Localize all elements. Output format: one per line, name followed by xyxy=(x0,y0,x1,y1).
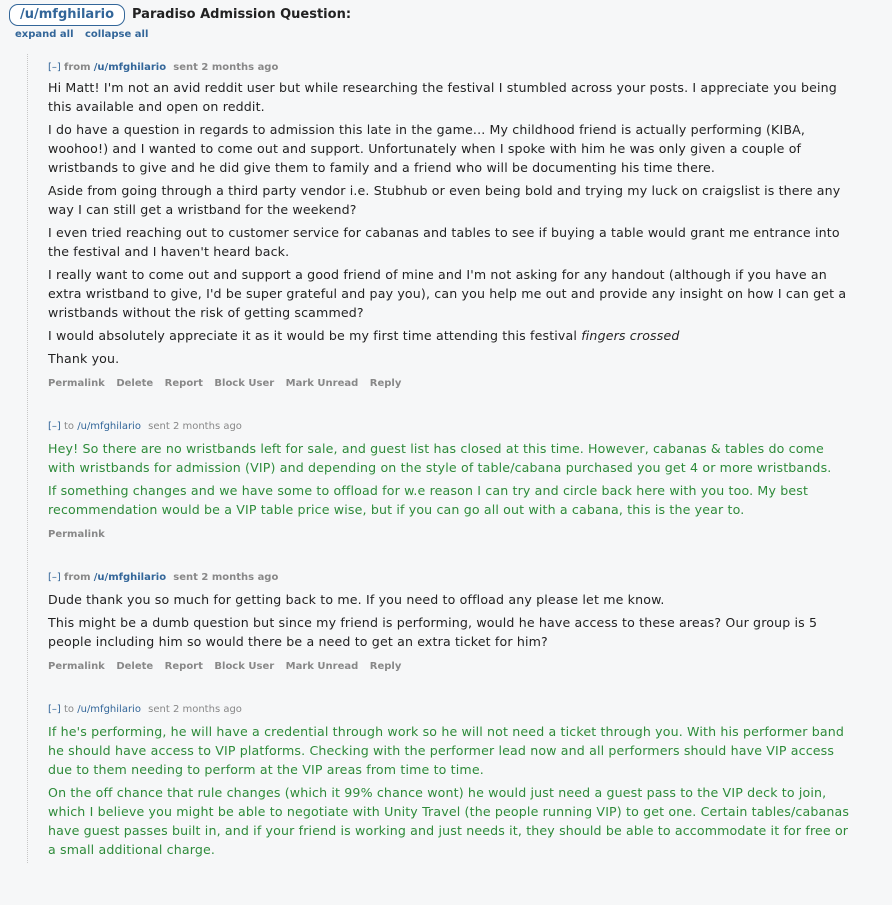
message-paragraph: If he's performing, he will have a credential through work so he will not need a ticket through you. With his performer band he should have access to VIP platforms. Checking with the performer lead now and all performers should have VIP access due to them needing to perform at the VIP areas from time to time. xyxy=(48,724,845,777)
message-body xyxy=(48,590,851,651)
message-paragraph: Dude thank you so much for getting back to me. If you need to offload any please let me know. xyxy=(48,592,665,607)
message-paragraph: I do have a question in regards to admission this late in the game... My childhood friend is actually performing (KIBA, woohoo!) and I wanted to come out and support. Unfortunately when I spoke with him he was only given a couple of wristbands to give and he did give them to family and a friend who will be documenting his time there. xyxy=(48,122,806,175)
collapse-toggle[interactable]: [–] xyxy=(48,421,61,432)
message-thread xyxy=(27,54,891,863)
action-buttons xyxy=(48,661,851,672)
action-buttons xyxy=(48,378,851,389)
permalink-button[interactable]: Permalink xyxy=(48,378,105,389)
timestamp: sent 2 months ago xyxy=(148,704,242,715)
message-meta xyxy=(48,704,851,715)
author-link[interactable]: /u/mfghilario xyxy=(93,62,167,73)
message-paragraph: This might be a dumb question but since my friend is performing, would he have access to these areas? Our group is 5 people including him so would there be a need to get an extra ticket for him? xyxy=(48,615,818,649)
collapse-all-link[interactable]: collapse all xyxy=(85,29,149,40)
message-body xyxy=(48,78,851,368)
action-buttons xyxy=(48,529,851,540)
timestamp: sent 2 months ago xyxy=(173,62,279,73)
message-paragraph: I really want to come out and support a good friend of mine and I'm not asking for any handout (although if you have an extra wristband to give, I'd be super grateful and pay you), can you help me out and provide any insight on how I can get a wristbands without the risk of getting scammed? xyxy=(48,267,847,320)
author-link[interactable]: /u/mfghilario xyxy=(93,572,167,583)
message-body xyxy=(48,439,851,519)
delete-button[interactable]: Delete xyxy=(116,661,154,672)
message-subject: Paradiso Admission Question: xyxy=(132,7,352,22)
message-paragraph xyxy=(48,326,851,345)
message-header xyxy=(0,0,892,30)
message-paragraph: If something changes and we have some to offload for w.e reason I can try and circle back here with you too. My best recommendation would be a VIP table price wise, but if you can go all out with a cabana, this is the year to. xyxy=(48,483,809,517)
message-paragraph: Thank you. xyxy=(48,351,120,366)
mark-unread-button[interactable]: Mark Unread xyxy=(285,661,359,672)
reply-button[interactable]: Reply xyxy=(369,661,402,672)
message-paragraph: On the off chance that rule changes (which it 99% chance wont) he would just need a guest pass to the VIP deck to join, which I believe you might be able to negotiate with Unity Travel (the people running VIP) to get one. Certain tables/cabanas have guest passes built in, and if your friend is working and just needs it, they should be able to accommodate it for free or a small additional charge. xyxy=(48,785,850,857)
permalink-button[interactable]: Permalink xyxy=(48,529,105,540)
direction-label: to xyxy=(64,704,75,715)
block-user-button[interactable]: Block User xyxy=(214,378,275,389)
message-item xyxy=(28,572,891,672)
expand-controls xyxy=(15,29,156,40)
author-link[interactable]: /u/mfghilario xyxy=(77,704,141,715)
collapse-toggle[interactable]: [–] xyxy=(48,62,61,73)
collapse-toggle[interactable]: [–] xyxy=(48,572,61,583)
message-body xyxy=(48,722,851,859)
message-paragraph: Hi Matt! I'm not an avid reddit user but while researching the festival I stumbled across your posts. I appreciate you being this available and open on reddit. xyxy=(48,80,837,114)
message-paragraph: I even tried reaching out to customer service for cabanas and tables to see if buying a table would grant me entrance into the festival and I haven't heard back. xyxy=(48,225,840,259)
report-button[interactable]: Report xyxy=(164,378,203,389)
message-paragraph: Hey! So there are no wristbands left for sale, and guest list has closed at this time. However, cabanas & tables do come with wristbands for admission (VIP) and depending on the style of table/cabana purchased you get 4 or more wristbands. xyxy=(48,441,832,475)
message-meta xyxy=(48,62,851,73)
message-meta xyxy=(48,421,851,432)
delete-button[interactable]: Delete xyxy=(116,378,154,389)
block-user-button[interactable]: Block User xyxy=(214,661,275,672)
username-link[interactable]: /u/mfghilario xyxy=(9,4,125,26)
message-meta xyxy=(48,572,851,583)
expand-all-link[interactable]: expand all xyxy=(15,29,74,40)
message-item xyxy=(28,421,891,540)
direction-label: from xyxy=(64,62,91,73)
paragraph-text: I would absolutely appreciate it as it would be my first time attending this festival xyxy=(48,328,578,343)
report-button[interactable]: Report xyxy=(164,661,203,672)
direction-label: to xyxy=(64,421,75,432)
italic-text: fingers crossed xyxy=(581,328,680,343)
message-item xyxy=(28,704,891,859)
direction-label: from xyxy=(64,572,91,583)
permalink-button[interactable]: Permalink xyxy=(48,661,105,672)
mark-unread-button[interactable]: Mark Unread xyxy=(285,378,359,389)
message-item xyxy=(28,54,891,389)
message-paragraph: Aside from going through a third party vendor i.e. Stubhub or even being bold and trying my luck on craigslist is there any way I can still get a wristband for the weekend? xyxy=(48,183,841,217)
timestamp: sent 2 months ago xyxy=(173,572,279,583)
author-link[interactable]: /u/mfghilario xyxy=(77,421,141,432)
collapse-toggle[interactable]: [–] xyxy=(48,704,61,715)
reply-button[interactable]: Reply xyxy=(369,378,402,389)
timestamp: sent 2 months ago xyxy=(148,421,242,432)
